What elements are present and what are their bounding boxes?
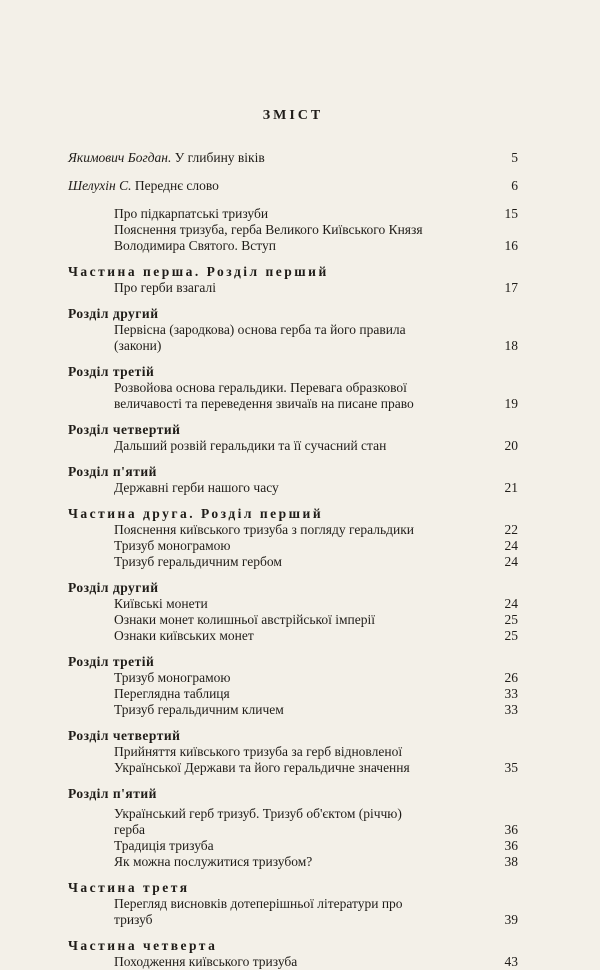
entry-page: 38 [504, 854, 518, 869]
list-item [68, 686, 518, 702]
list-item [68, 480, 518, 496]
list-item [68, 538, 518, 554]
list-item [68, 206, 518, 222]
entry-page: 20 [504, 438, 518, 453]
entry-page: 39 [504, 912, 518, 927]
list-item [68, 596, 518, 612]
list-item [68, 806, 518, 838]
entry-title: Тризуб монограмою [114, 670, 231, 685]
section-heading: Розділ другий [68, 306, 159, 321]
list-item [68, 280, 518, 296]
table-of-contents [68, 108, 518, 970]
list-item [68, 744, 518, 776]
section-heading: Частина четверта [68, 938, 218, 953]
section-heading: Розділ третій [68, 654, 155, 669]
list-item [68, 954, 518, 970]
entry-title: Київські монети [114, 596, 208, 611]
entry-page: 26 [504, 670, 518, 685]
entry-title: Походження київського тризуба [114, 954, 298, 969]
list-item [68, 854, 518, 870]
entry-title-line: величавості та переведення звичаїв на писане право [114, 396, 414, 411]
entry-title-line: тризуб [114, 912, 153, 927]
entry-page: 33 [504, 686, 518, 701]
list-item [68, 222, 518, 254]
entry-title: Ознаки київських монет [114, 628, 254, 643]
entry-page: 25 [504, 612, 518, 627]
entry-title: Тризуб геральдичним кличем [114, 702, 284, 717]
list-item [68, 150, 518, 166]
entry-page: 5 [511, 150, 518, 165]
section-heading: Розділ другий [68, 580, 159, 595]
section-heading: Розділ четвертий [68, 728, 181, 743]
entry-page: 24 [504, 554, 518, 569]
entry-page: 19 [504, 396, 518, 411]
entry-page: 6 [511, 178, 518, 193]
section-heading: Частина перша. Розділ перший [68, 264, 329, 279]
list-item [68, 438, 518, 454]
entry-title: Переглядна таблиця [114, 686, 230, 701]
entry-title: Дальший розвій геральдики та її сучасний стан [114, 438, 387, 453]
section-heading: Частина друга. Розділ перший [68, 506, 324, 521]
entry-author: Якимович Богдан. [68, 150, 172, 165]
list-item [68, 554, 518, 570]
entry-page: 36 [504, 822, 518, 837]
entry-title-line: Первісна (зародкова) основа герба та його правила [114, 322, 406, 337]
entry-page: 24 [504, 596, 518, 611]
list-item [68, 380, 518, 412]
entry-page: 18 [504, 338, 518, 353]
entry-title-line: Володимира Святого. Вступ [114, 238, 276, 253]
page-title: ЗМІСТ [262, 108, 324, 123]
entry-title: Переднє слово [134, 178, 219, 193]
entry-title-line: герба [114, 822, 145, 837]
entry-page: 17 [504, 280, 518, 295]
entry-title: Ознаки монет колишньої австрійської імперії [114, 612, 376, 627]
section-heading: Розділ п'ятий [68, 786, 157, 801]
entry-title: Про підкарпатські тризуби [114, 206, 269, 221]
entry-title: Тризуб геральдичним гербом [114, 554, 282, 569]
entry-page: 21 [504, 480, 518, 495]
entry-page: 33 [504, 702, 518, 717]
entry-page: 15 [504, 206, 518, 221]
entry-title-line: (закони) [114, 338, 162, 353]
entry-title: Пояснення київського тризуба з погляду геральдики [114, 522, 414, 537]
list-item [68, 522, 518, 538]
entry-page: 24 [504, 538, 518, 553]
list-item [68, 612, 518, 628]
entry-title: Традиція тризуба [114, 838, 214, 853]
entry-title-line: Перегляд висновків дотеперішньої літератури про [114, 896, 403, 911]
entry-title-line: Розвойова основа геральдики. Перевага образкової [114, 380, 407, 395]
list-item [68, 322, 518, 354]
entry-page: 25 [504, 628, 518, 643]
entry-title-line: Української Держави та його геральдичне значення [114, 760, 410, 775]
section-heading: Розділ четвертий [68, 422, 181, 437]
list-item [68, 628, 518, 644]
list-item [68, 896, 518, 928]
entry-title: Тризуб монограмою [114, 538, 231, 553]
entry-title: У глибину віків [174, 150, 265, 165]
section-heading: Розділ п'ятий [68, 464, 157, 479]
section-heading: Частина третя [68, 880, 190, 895]
entry-title-line: Пояснення тризуба, герба Великого Київського Князя [114, 222, 423, 237]
entry-title: Державні герби нашого часу [114, 480, 279, 495]
entry-page: 35 [504, 760, 518, 775]
entry-title: Як можна послужитися тризубом? [114, 854, 313, 869]
section-heading: Розділ третій [68, 364, 155, 379]
list-item [68, 178, 518, 194]
list-item [68, 702, 518, 718]
entry-page: 36 [504, 838, 518, 853]
entry-author: Шелухін С. [68, 178, 132, 193]
list-item [68, 838, 518, 854]
entry-page: 16 [504, 238, 518, 253]
entry-title: Про герби взагалі [114, 280, 217, 295]
entry-page: 22 [504, 522, 518, 537]
entry-title-line: Прийняття київського тризуба за герб відновленої [114, 744, 403, 759]
entry-title-line: Український герб тризуб. Тризуб об'єктом (річчю) [114, 806, 402, 821]
list-item [68, 670, 518, 686]
entry-page: 43 [504, 954, 518, 969]
